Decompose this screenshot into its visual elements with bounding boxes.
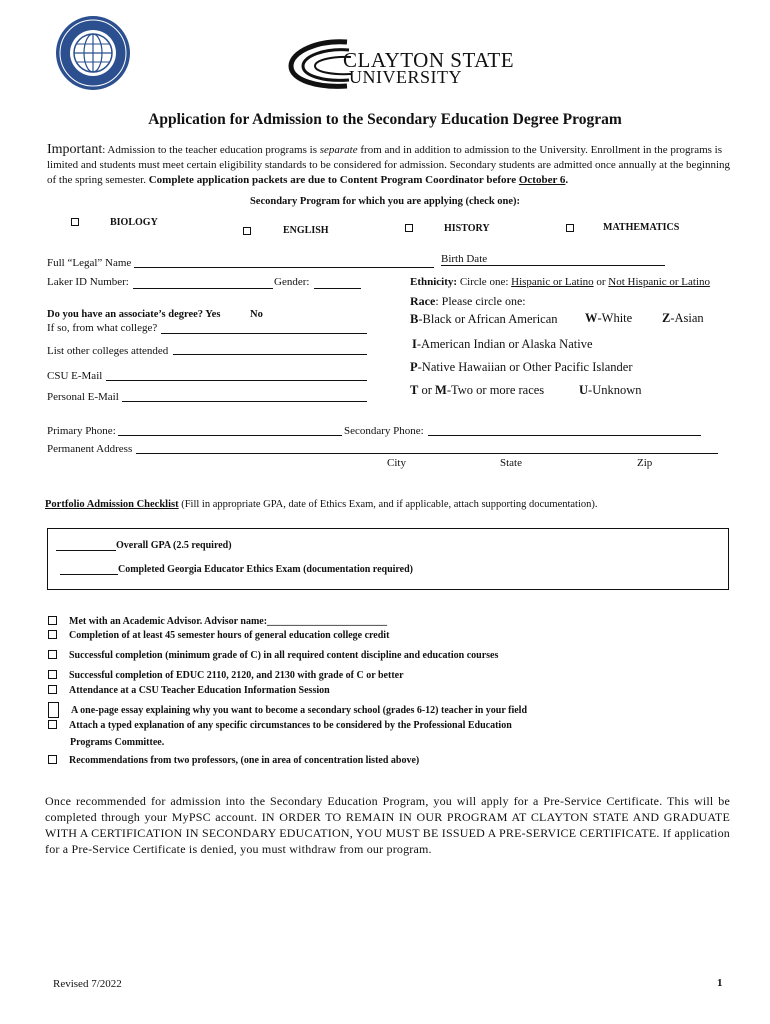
checkbox-icon[interactable] — [48, 630, 57, 639]
race-american-indian[interactable]: I-American Indian or Alaska Native — [412, 337, 593, 351]
personal-email-label: Personal E-Mail — [47, 391, 119, 403]
page-title: Application for Admission to the Secondary Education Degree Program — [148, 111, 622, 128]
checkbox-icon[interactable] — [48, 702, 59, 718]
secondary-phone-label: Secondary Phone: — [344, 425, 424, 437]
primary-phone-field[interactable] — [118, 435, 342, 436]
checklist-item[interactable]: Completion of at least 45 semester hours of general education college credit — [48, 630, 389, 641]
checklist-heading: Portfolio Admission Checklist (Fill in appropriate GPA, date of Ethics Exam, and if applicable, attach supporting documentation). — [45, 499, 598, 510]
checklist-item[interactable]: A one-page essay explaining why you want to become a secondary school (grades 6-12) teacher in your field — [48, 702, 527, 718]
deadline: October 6 — [518, 174, 566, 186]
program-mathematics: MATHEMATICS — [603, 222, 680, 233]
secondary-phone-field[interactable] — [428, 435, 701, 436]
program-english: ENGLISH — [283, 225, 329, 236]
gpa-label: Overall GPA (2.5 required) — [116, 540, 232, 551]
program-biology: BIOLOGY — [110, 217, 158, 228]
laker-id-label: Laker ID Number: — [47, 276, 129, 288]
university-seal — [55, 15, 131, 91]
gender-field[interactable] — [314, 288, 361, 289]
biology-checkbox[interactable] — [71, 218, 79, 226]
important-notice: Important: Admission to the teacher education programs is separate from and in addition to admission to the University. Enrollment in the programs is limited and students must meet certain eligibility standards to be considered for admission. Secondary students are admitted once annually at the beginning of the spring semester. Complete application packets are due to Content Program Coordinator before October 6. — [47, 142, 731, 186]
from-college-field[interactable] — [161, 333, 367, 334]
program-history: HISTORY — [444, 223, 490, 234]
csu-email-label: CSU E-Mail — [47, 370, 103, 382]
race-white[interactable]: W-White — [585, 311, 633, 325]
closing-paragraph: Once recommended for admission into the Secondary Education Program, you will apply for a Pre-Service Certificate. This will be completed through your MyPSC account. IN ORDER TO REMAIN IN OUR PROGRAM AT CLAYTON STATE AND GRADUATE WITH A CERTIFICATION IN SECONDARY EDUCATION, YOU MUST BE ISSUED A PRE-SERVICE CERTIFICATE. If application for a Pre-Service Certificate is denied, you must withdraw from our program. — [45, 794, 730, 856]
checklist-item[interactable]: Met with an Academic Advisor. Advisor name:________________________ — [48, 616, 387, 627]
ethnicity-not-hispanic[interactable]: Not Hispanic or Latino — [608, 276, 711, 288]
checkbox-icon[interactable] — [48, 720, 57, 729]
birth-date-field[interactable] — [441, 265, 665, 266]
full-name-label: Full “Legal” Name — [47, 257, 132, 269]
laker-id-field[interactable] — [133, 288, 273, 289]
checklist-item[interactable]: Successful completion of EDUC 2110, 2120, and 2130 with grade of C or better — [48, 670, 404, 681]
checklist-item[interactable]: Successful completion (minimum grade of C) in all required content discipline and education courses — [48, 650, 498, 661]
revised-date: Revised 7/2022 — [53, 978, 122, 990]
checkbox-icon[interactable] — [48, 755, 57, 764]
checklist-item[interactable]: Attendance at a CSU Teacher Education Information Session — [48, 685, 330, 696]
gpa-ethics-box — [47, 528, 729, 590]
race-black[interactable]: B-Black or African American — [410, 312, 558, 326]
important-label: Important — [47, 142, 103, 157]
race-heading: Race: Please circle one: — [410, 294, 526, 308]
birth-date-label: Birth Date — [441, 253, 488, 265]
checkbox-icon[interactable] — [48, 670, 57, 679]
csu-email-field[interactable] — [106, 380, 367, 381]
zip-label: Zip — [637, 457, 653, 469]
gender-label: Gender: — [274, 276, 310, 288]
race-pacific-islander[interactable]: P-Native Hawaiian or Other Pacific Islander — [410, 360, 633, 374]
clayton-state-logo — [287, 38, 515, 90]
checkbox-icon[interactable] — [48, 616, 57, 625]
page-number: 1 — [717, 977, 723, 989]
race-asian[interactable]: Z-Asian — [662, 311, 704, 325]
personal-email-field[interactable] — [122, 401, 367, 402]
checklist-item[interactable]: Recommendations from two professors, (one in area of concentration listed above) — [48, 755, 419, 766]
other-colleges-field[interactable] — [173, 354, 367, 355]
ethics-date-field[interactable] — [60, 574, 118, 575]
from-college-label: If so, from what college? — [47, 322, 158, 334]
primary-phone-label: Primary Phone: — [47, 425, 116, 437]
state-label: State — [500, 457, 522, 469]
ethics-label: Completed Georgia Educator Ethics Exam (documentation required) — [118, 564, 413, 575]
gpa-field[interactable] — [56, 550, 116, 551]
ethnicity-hispanic[interactable]: Hispanic or Latino — [511, 276, 594, 288]
checkbox-icon[interactable] — [48, 685, 57, 694]
race-unknown[interactable]: U-Unknown — [579, 383, 642, 397]
logo-line-1: CLAYTON STATE — [343, 48, 515, 72]
checkbox-icon[interactable] — [48, 650, 57, 659]
full-name-field[interactable] — [134, 267, 434, 268]
permanent-address-field[interactable] — [136, 453, 718, 454]
english-checkbox[interactable] — [243, 227, 251, 235]
program-heading: Secondary Program for which you are applying (check one): — [249, 196, 521, 207]
checklist-item[interactable]: Attach a typed explanation of any specific circumstances to be considered by the Professional Education — [48, 720, 512, 731]
mathematics-checkbox[interactable] — [566, 224, 574, 232]
history-checkbox[interactable] — [405, 224, 413, 232]
race-two-or-more[interactable]: T or M-Two or more races — [410, 383, 545, 397]
logo-line-2: UNIVERSITY — [349, 67, 462, 87]
other-colleges-label: List other colleges attended — [47, 345, 169, 357]
checklist-item-continuation: Programs Committee. — [70, 737, 165, 748]
associates-question: Do you have an associate’s degree? Yes — [47, 309, 221, 320]
ethnicity-line: Ethnicity: Circle one: Hispanic or Latino or Not Hispanic or Latino — [410, 276, 711, 288]
permanent-address-label: Permanent Address — [47, 443, 133, 455]
associates-no[interactable]: No — [250, 309, 263, 320]
city-label: City — [387, 457, 406, 469]
